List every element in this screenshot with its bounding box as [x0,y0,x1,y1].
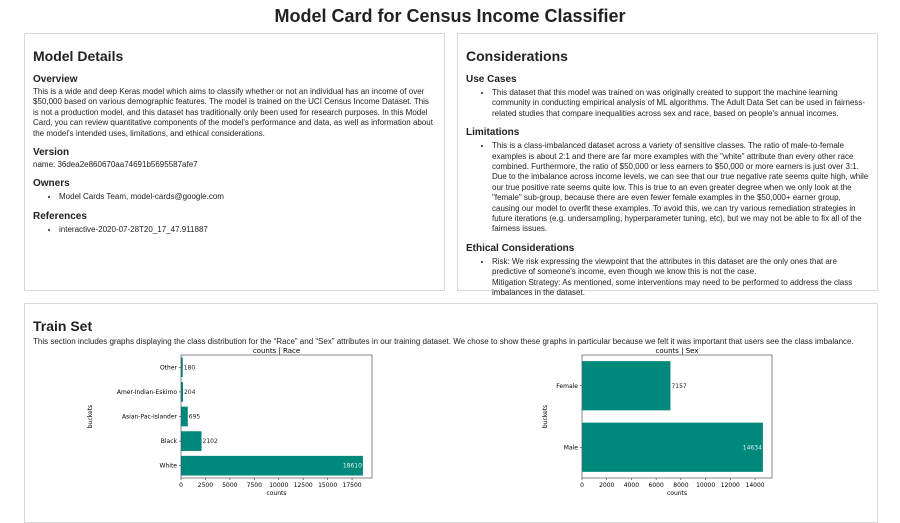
category-label: Female [556,382,578,390]
x-axis-label: counts [666,490,688,497]
version-text: name: 36dea2e860670aa74691b5695587afe7 [33,160,198,170]
ethical-item [492,257,869,299]
category-label: Asian-Pac-Islander [121,413,177,421]
x-tick-label: 5000 [222,482,238,489]
ethical-mitigation: Mitigation Strategy: As mentioned, some interventions may need to be performed to address the class imbalances in the dataset. [492,277,853,298]
data-label: 7157 [671,382,687,390]
x-tick-label: 7500 [246,482,262,489]
x-tick-label: 14000 [745,482,765,489]
chart-title: counts | Sex [655,347,699,355]
use-cases-heading: Use Cases [466,74,517,85]
y-axis-label: buckets [87,404,94,429]
data-label: 14634 [742,444,762,452]
category-label: Black [160,438,177,446]
category-label: White [159,462,177,470]
considerations-panel [457,33,878,298]
model-details-heading: Model Details [33,48,124,64]
x-tick-label: 17500 [342,482,362,489]
x-tick-label: 12500 [293,482,313,489]
y-axis-label: buckets [542,404,549,429]
chart-title: counts | Race [252,347,301,355]
page-title: Model Card for Census Income Classifier [274,6,626,26]
ethical-heading: Ethical Considerations [466,242,575,254]
bar [181,407,188,427]
data-label: 204 [183,388,196,396]
x-tick-label: 2500 [197,482,214,489]
model-details-panel [24,33,445,291]
sex-chart [540,345,780,506]
category-label: Other [159,364,177,372]
bar [582,423,763,472]
owners-heading: Owners [33,178,70,190]
version-heading: Version [33,147,70,159]
x-tick-label: 10000 [696,482,716,489]
limitations-heading: Limitations [466,127,520,139]
data-label: 2102 [202,438,218,446]
reference-item: • interactive-2020-07-28T20_17_47.911887 [59,225,436,235]
x-axis-label: counts [266,490,287,497]
x-tick-label: 12000 [720,482,740,489]
considerations-heading: Considerations [466,48,568,64]
race-chart [80,345,380,506]
x-tick-label: 4000 [623,482,640,489]
limitation-item: • This is a class-imbalanced dataset across a variety of sensitive classes. The ratio of male-to-female examples is about 2:1 and there are far more examples with the "white" attribute than every other race combined. Furthermore, the ratio of $50,000 or less earners to $50,000 or more earners is just over 3:1. Due to the imbalance across income levels, we can see that our true negative rate seems quite high, while our true positive rate seems quite low. This is true to an even greater degree when we only look at the "female" sub-group, because there are even fewer female examples in the $50,000+ earner group, causing our model to overfit these examples. To avoid this, we can try various remediation strategies in future iterations (e.g. undersampling, hyperparameter tuning, etc), but we may not be able to fix all of the fairness issues. [492,141,869,235]
references-heading: References [33,210,87,222]
category-label: Male [563,444,578,452]
overview-heading: Overview [33,74,78,85]
x-tick-label: 0 [580,482,584,489]
bar [181,456,363,476]
category-label: Amer-Indian-Eskimo [116,388,177,396]
x-tick-label: 2000 [599,482,615,489]
use-case-item: • This dataset that this model was trained on was originally created to support the machine learning community in conducting empirical analysis of ML algorithms. The Adult Data Set can be used in fairness-related studies that compare inequalities across sex and race, based on people's annual incomes. [492,88,869,119]
bar [582,361,670,410]
bar [181,431,202,451]
train-set-heading: Train Set [33,318,93,334]
ethical-risk: Risk: We risk expressing the viewpoint that the attributes in this dataset are the only ones that are predictive of someone's income, even though we know this is not the case. [492,256,837,277]
x-tick-label: 6000 [648,482,664,489]
x-tick-label: 0 [179,482,183,489]
x-tick-label: 8000 [673,482,689,489]
owner-item: • Model Cards Team, model-cards@google.com [59,192,436,202]
x-tick-label: 10000 [269,482,289,489]
data-label: 18610 [342,462,362,470]
data-label: 180 [183,364,196,372]
data-label: 695 [188,413,201,421]
overview-text: This is a wide and deep Keras model which aims to classify whether or not an individual has an income of over $50,000 based on various demographic features. The model is trained on the UCI Census Income Dataset. This is not a production model, and this dataset has traditionally only been used for research purposes. In this Model Card, you can review quantitative components of the model's performance and data, as well as information about the model's intended uses, limitations, and ethical considerations. [33,87,433,138]
train-set-description: This section includes graphs displaying the class distribution for the “Race” and “Sex” attributes in our training dataset. We chose to show these graphs in particular because we felt it was important that users see the class imbalance. [33,337,854,346]
x-tick-label: 15000 [318,482,338,489]
